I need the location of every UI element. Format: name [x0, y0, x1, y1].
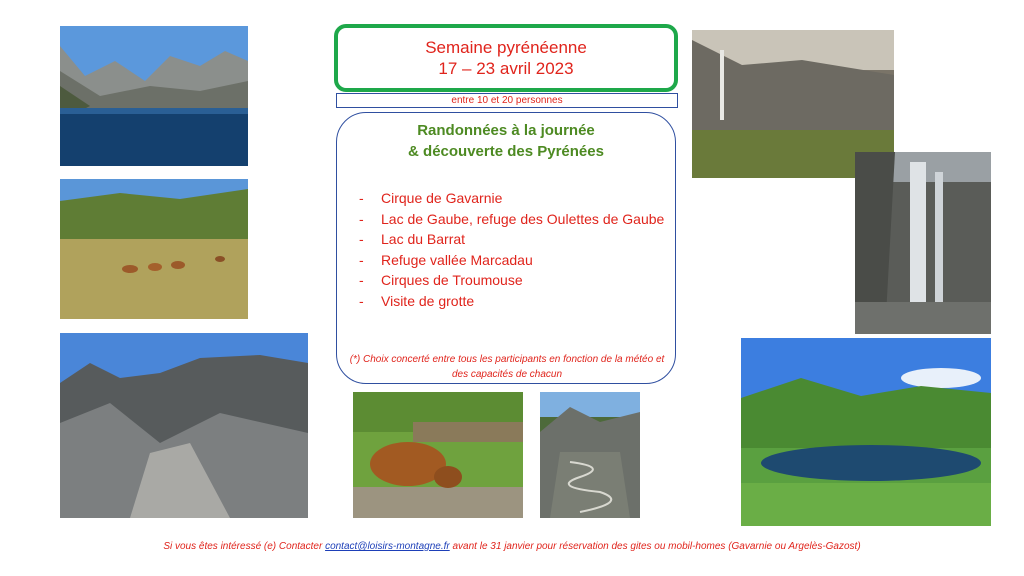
footer-contact: [0, 541, 1024, 552]
contact-email-link[interactable]: contact@loisirs-montagne.fr: [325, 541, 450, 552]
group-size-text: entre 10 et 20 personnes: [451, 95, 563, 106]
event-title: Semaine pyrénéenne: [425, 38, 587, 57]
photo-rocky-cliffs: [60, 333, 308, 518]
program-item: - Refuge vallée Marcadau: [359, 250, 669, 271]
program-list: [359, 188, 669, 311]
program-title-line1: Randonnées à la journée: [417, 122, 595, 139]
program-item: - Cirque de Gavarnie: [359, 188, 669, 209]
program-item: - Lac du Barrat: [359, 229, 669, 250]
program-note: (*) Choix concerté entre tous les participants en fonction de la météo et des capacités de chacun: [349, 354, 665, 380]
photo-waterfall: [855, 152, 991, 334]
photo-mountain-lake: [60, 26, 248, 166]
program-title-line2: & découverte des Pyrénées: [408, 143, 604, 160]
photo-highland-cow: [353, 392, 523, 518]
photo-winding-road: [540, 392, 640, 518]
footer-text-before: Si vous êtes intéressé (e) Contacter: [163, 541, 326, 552]
event-dates: 17 – 23 avril 2023: [438, 59, 574, 78]
program-box: [336, 112, 676, 384]
photo-cows-meadow: [60, 179, 248, 319]
footer-text-after: avant le 31 janvier pour réservation des gites ou mobil-homes (Gavarnie ou Argelès-Gazost): [449, 541, 861, 552]
group-size-box: [336, 93, 678, 108]
program-item: - Cirques de Troumouse: [359, 270, 669, 291]
program-item: - Visite de grotte: [359, 291, 669, 312]
event-title-box: [334, 24, 678, 92]
program-item: - Lac de Gaube, refuge des Oulettes de Gaube: [359, 209, 669, 230]
photo-alpine-lake: [741, 338, 991, 526]
